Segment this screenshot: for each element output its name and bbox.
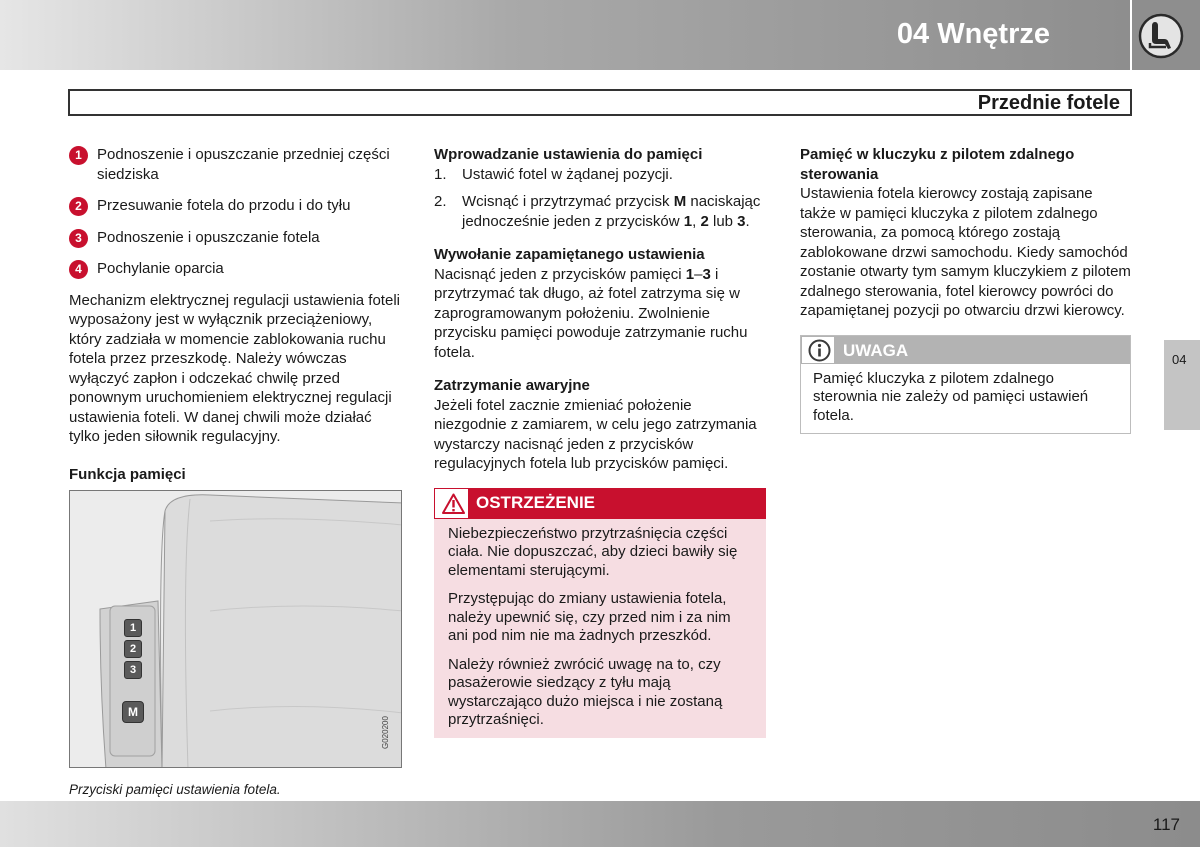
column-middle [434, 145, 766, 738]
emergency-heading: Zatrzymanie awaryjne [434, 377, 590, 394]
step-key-m: M [673, 193, 687, 210]
memory-button-1: 1 [124, 619, 142, 637]
figure-caption: Przyciski pamięci ustawienia fotela. [69, 782, 281, 797]
list-item-text: Podnoszenie i opuszczanie fotela [97, 228, 320, 246]
memory-buttons-figure [69, 490, 402, 768]
recall-key-1: 1 [685, 265, 695, 283]
memory-button-2: 2 [124, 640, 142, 658]
warning-box [434, 488, 766, 738]
recall-text: Nacisnąć jeden z przycisków pamięci [434, 265, 686, 283]
step-text-part: , [692, 212, 701, 230]
warning-paragraph: Należy również zwrócić uwagę na to, czy pasażerowie siedzący z tyłu mają wystarczająco dużo miejsca i nie zostaną przytrzaśnięci. [448, 655, 723, 728]
chapter-side-tab [1164, 340, 1200, 430]
step-text-part: naciskając jednocześnie jeden z przycisków [462, 193, 761, 230]
step-key-1: 1 [683, 212, 693, 230]
list-item [434, 165, 766, 185]
number-badge: 2 [69, 197, 88, 216]
column-left [69, 145, 402, 800]
memory-heading: Funkcja pamięci [69, 465, 186, 483]
step-key-3: 3 [737, 212, 746, 230]
key-memory-paragraph: Ustawienia fotela kierowcy zostają zapisane także w pamięci kluczyka z pilotem zdalnego sterowania, za pomocą którego zostają zablokowane drzwi samochodu. Kiedy samochód zostanie otwarty tym samym kluczykiem z pilotem zdalnego sterowania, fotel kierowcy powróci do zapamiętanej pozycji po otwarciu drzwi kierowcy. [800, 185, 1131, 319]
warning-paragraph: Przystępując do zmiany ustawienia fotela, należy upewnić się, czy przed nim i za nim ani pod nim nie ma żadnych przeszkód. [448, 590, 731, 644]
seat-illustration [70, 491, 402, 768]
warning-body [434, 519, 766, 738]
note-label: UWAGA [843, 340, 909, 360]
memory-button-m: M [122, 701, 144, 723]
list-item [69, 228, 402, 248]
step-number: 1. [434, 165, 447, 183]
list-item [69, 145, 402, 184]
number-badge: 1 [69, 146, 88, 165]
seat-icon [1138, 13, 1184, 59]
list-item [69, 259, 402, 279]
info-icon [808, 339, 831, 362]
key-memory-heading: Pamięć w kluczyku z pilotem zdalnego sterowania [800, 146, 1075, 183]
list-item-text: Przesuwanie fotela do przodu i do tyłu [97, 197, 351, 214]
list-item [69, 196, 402, 216]
warning-paragraph: Niebezpieczeństwo przytrzaśnięcia części ciała. Nie dopuszczać, aby dzieci bawiły się elementami sterującymi. [448, 524, 738, 579]
step-text-part: . [745, 212, 750, 230]
note-box [800, 335, 1131, 435]
warning-label: OSTRZEŻENIE [476, 492, 596, 512]
figure-code: G020200 [381, 716, 390, 749]
warning-header [434, 488, 766, 519]
list-item-text: Pochylanie oparcia [97, 260, 224, 277]
recall-paragraph [434, 265, 766, 363]
warning-triangle-icon [442, 493, 465, 514]
note-icon-bg [801, 336, 835, 364]
store-heading: Wprowadzanie ustawienia do pamięci [434, 146, 703, 163]
emergency-paragraph: Jeżeli fotel zacznie zmieniać położenie niezgodnie z zamiarem, w celu jego zatrzymania wystarczy nacisnąć jeden z przycisków regulacyjnych fotela lub przycisków pamięci. [434, 396, 757, 472]
step-number: 2. [434, 193, 447, 210]
list-item [434, 192, 766, 231]
page-number: 117 [1152, 815, 1180, 834]
note-body: Pamięć kluczyka z pilotem zdalnego sterownia nie zależy od pamięci ustawień fotela. [813, 369, 1089, 424]
footer-bar [0, 801, 1200, 847]
number-badge: 3 [69, 229, 88, 248]
column-right [800, 145, 1131, 434]
recall-text: i przytrzymać tak długo, aż fotel zatrzyma się w zaprogramowanym położeniu. Zwolnienie przycisku pamięci powoduje zatrzymanie ruchu fotela. [434, 265, 748, 361]
header-bar [0, 0, 1130, 70]
step-text-part: lub [708, 212, 738, 230]
step-key-2: 2 [700, 212, 709, 230]
list-item-text: Podnoszenie i opuszczanie przedniej części siedziska [97, 146, 390, 183]
recall-dash: – [694, 265, 703, 283]
overload-paragraph: Mechanizm elektrycznej regulacji ustawienia foteli wyposażony jest w wyłącznik przeciążeniowy, który zadziała w momencie zablokowania ruchu fotela przez przeszkodę. Należy wówczas wyłączyć zapłon i odczekać chwilę przed ponownym uruchomieniem elektrycznej regulacji ustawienia foteli. W danej chwili może działać tylko jeden siłownik regulacyjny. [69, 291, 400, 445]
recall-key-3: 3 [702, 265, 711, 283]
section-title-box [68, 89, 1132, 116]
chapter-title: 04 Wnętrze [896, 18, 1050, 50]
memory-button-3: 3 [124, 661, 142, 679]
number-badge: 4 [69, 260, 88, 279]
section-title: Przednie fotele [977, 92, 1120, 114]
step-text: Ustawić fotel w żądanej pozycji. [462, 165, 673, 183]
side-tab-label: 04 [1172, 352, 1187, 367]
recall-heading: Wywołanie zapamiętanego ustawienia [434, 246, 705, 263]
note-header [801, 336, 1130, 364]
step-text-part: Wcisnąć i przytrzymać przycisk [462, 193, 674, 210]
warning-icon-bg [434, 488, 469, 519]
